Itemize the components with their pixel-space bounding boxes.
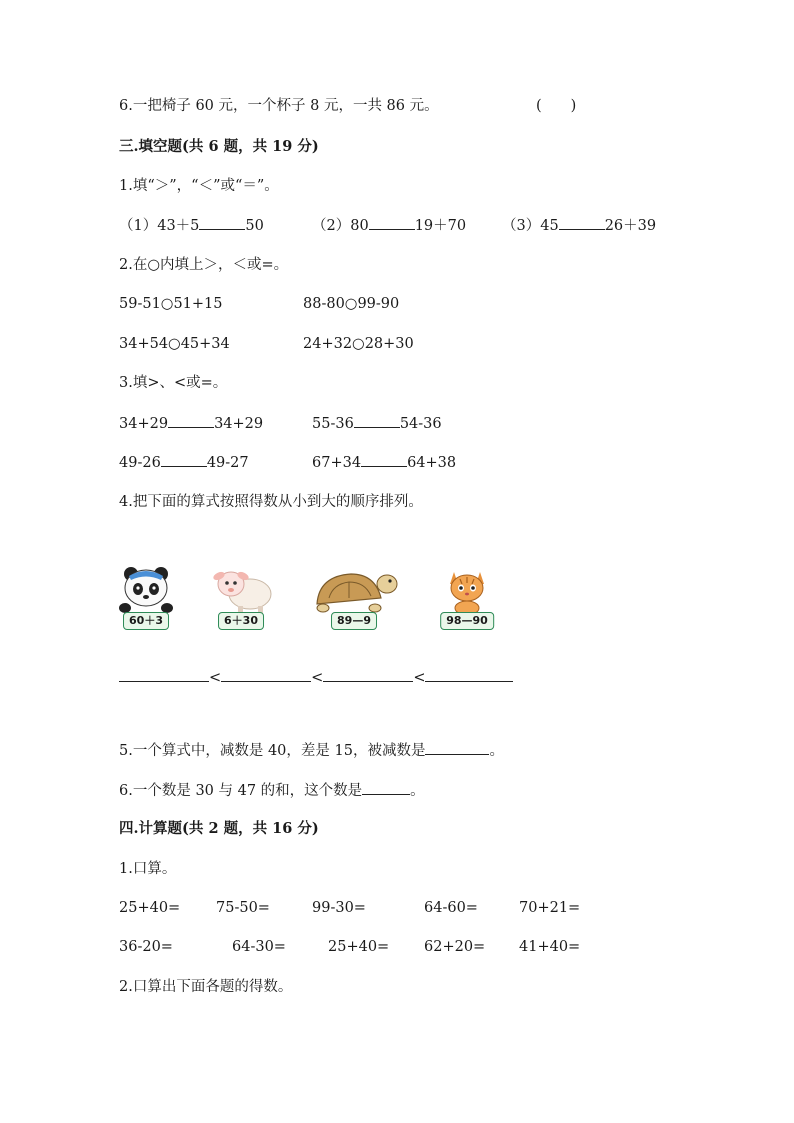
- section-4-title: 四.计算题(共 2 题，共 16 分): [119, 820, 319, 837]
- answer-bracket[interactable]: ( ): [536, 98, 577, 114]
- oral-calc-item[interactable]: 64-60=: [424, 900, 478, 916]
- answer-blank[interactable]: [361, 452, 407, 467]
- fill-q1-item-2: （2）80 19＋70: [312, 215, 466, 236]
- expression-tag: 6＋30: [218, 612, 264, 630]
- answer-blank[interactable]: [161, 452, 207, 467]
- fill-q1-item-3: （3）45 26＋39: [502, 215, 656, 236]
- answer-blank[interactable]: [362, 780, 410, 795]
- turtle-icon: [309, 562, 399, 616]
- animal-card-cat: [432, 562, 502, 630]
- answer-blank[interactable]: [119, 667, 209, 682]
- question-text: 6.一把椅子 60 元，一个杯子 8 元，一共 86 元。: [119, 98, 439, 114]
- fill-q6: 6.一个数是 30 与 47 的和，这个数是 。: [119, 780, 425, 801]
- compare-item: 67+34 64+38: [312, 452, 456, 473]
- compare-item: 55-36 54-36: [312, 413, 442, 434]
- fill-q1-item-1: （1）43＋5 50: [119, 215, 264, 236]
- compare-item: 49-26 49-27: [119, 452, 249, 473]
- fill-q4-title: 4.把下面的算式按照得数从小到大的顺序排列。: [119, 494, 423, 510]
- ordering-row: [119, 667, 513, 688]
- less-than-sign: <: [413, 670, 426, 686]
- answer-blank[interactable]: [168, 413, 214, 428]
- answer-blank[interactable]: [425, 667, 513, 682]
- panda-icon: [111, 562, 181, 616]
- answer-blank[interactable]: [354, 413, 400, 428]
- answer-blank[interactable]: [323, 667, 413, 682]
- oral-calc-item[interactable]: 41+40=: [519, 939, 581, 955]
- fill-q5: 5.一个算式中，减数是 40，差是 15，被减数是 。: [119, 740, 504, 761]
- calc-q1-title: 1.口算。: [119, 861, 177, 877]
- question-6-top: [119, 96, 439, 116]
- less-than-sign: <: [209, 670, 222, 686]
- oral-calc-item[interactable]: 64-30=: [232, 939, 286, 955]
- oral-calc-item[interactable]: 25+40=: [328, 939, 390, 955]
- cat-icon: [432, 562, 502, 616]
- answer-blank[interactable]: [369, 215, 415, 230]
- fill-q1-title: 1.填“＞”，“＜”或“＝”。: [119, 178, 279, 194]
- oral-calc-item[interactable]: 70+21=: [519, 900, 581, 916]
- expression-tag: 89—9: [331, 612, 377, 630]
- compare-expression[interactable]: 34+54○45+34: [119, 336, 230, 352]
- oral-calc-item[interactable]: 62+20=: [424, 939, 486, 955]
- answer-blank[interactable]: [559, 215, 605, 230]
- oral-calc-item[interactable]: 36-20=: [119, 939, 173, 955]
- compare-expression[interactable]: 88-80○99-90: [303, 296, 400, 312]
- compare-expression[interactable]: 59-51○51+15: [119, 296, 223, 312]
- oral-calc-item[interactable]: 75-50=: [216, 900, 270, 916]
- less-than-sign: <: [311, 670, 324, 686]
- answer-blank[interactable]: [221, 667, 311, 682]
- animal-card-panda: [111, 562, 181, 630]
- animal-card-turtle: [309, 562, 399, 630]
- fill-q2-title: 2.在○内填上＞，＜或=。: [119, 257, 289, 273]
- fill-q3-title: 3.填>、<或=。: [119, 375, 228, 391]
- answer-blank[interactable]: [425, 740, 489, 755]
- calc-q2-title: 2.口算出下面各题的得数。: [119, 979, 293, 995]
- oral-calc-item[interactable]: 25+40=: [119, 900, 181, 916]
- compare-item: 34+29 34+29: [119, 413, 263, 434]
- animal-card-sheep: [206, 562, 276, 630]
- compare-expression[interactable]: 24+32○28+30: [303, 336, 414, 352]
- expression-tag: 98—90: [440, 612, 494, 630]
- sheep-icon: [206, 562, 276, 616]
- answer-blank[interactable]: [199, 215, 245, 230]
- section-3-title: 三.填空题(共 6 题，共 19 分): [119, 138, 319, 155]
- expression-tag: 60＋3: [123, 612, 169, 630]
- oral-calc-item[interactable]: 99-30=: [312, 900, 366, 916]
